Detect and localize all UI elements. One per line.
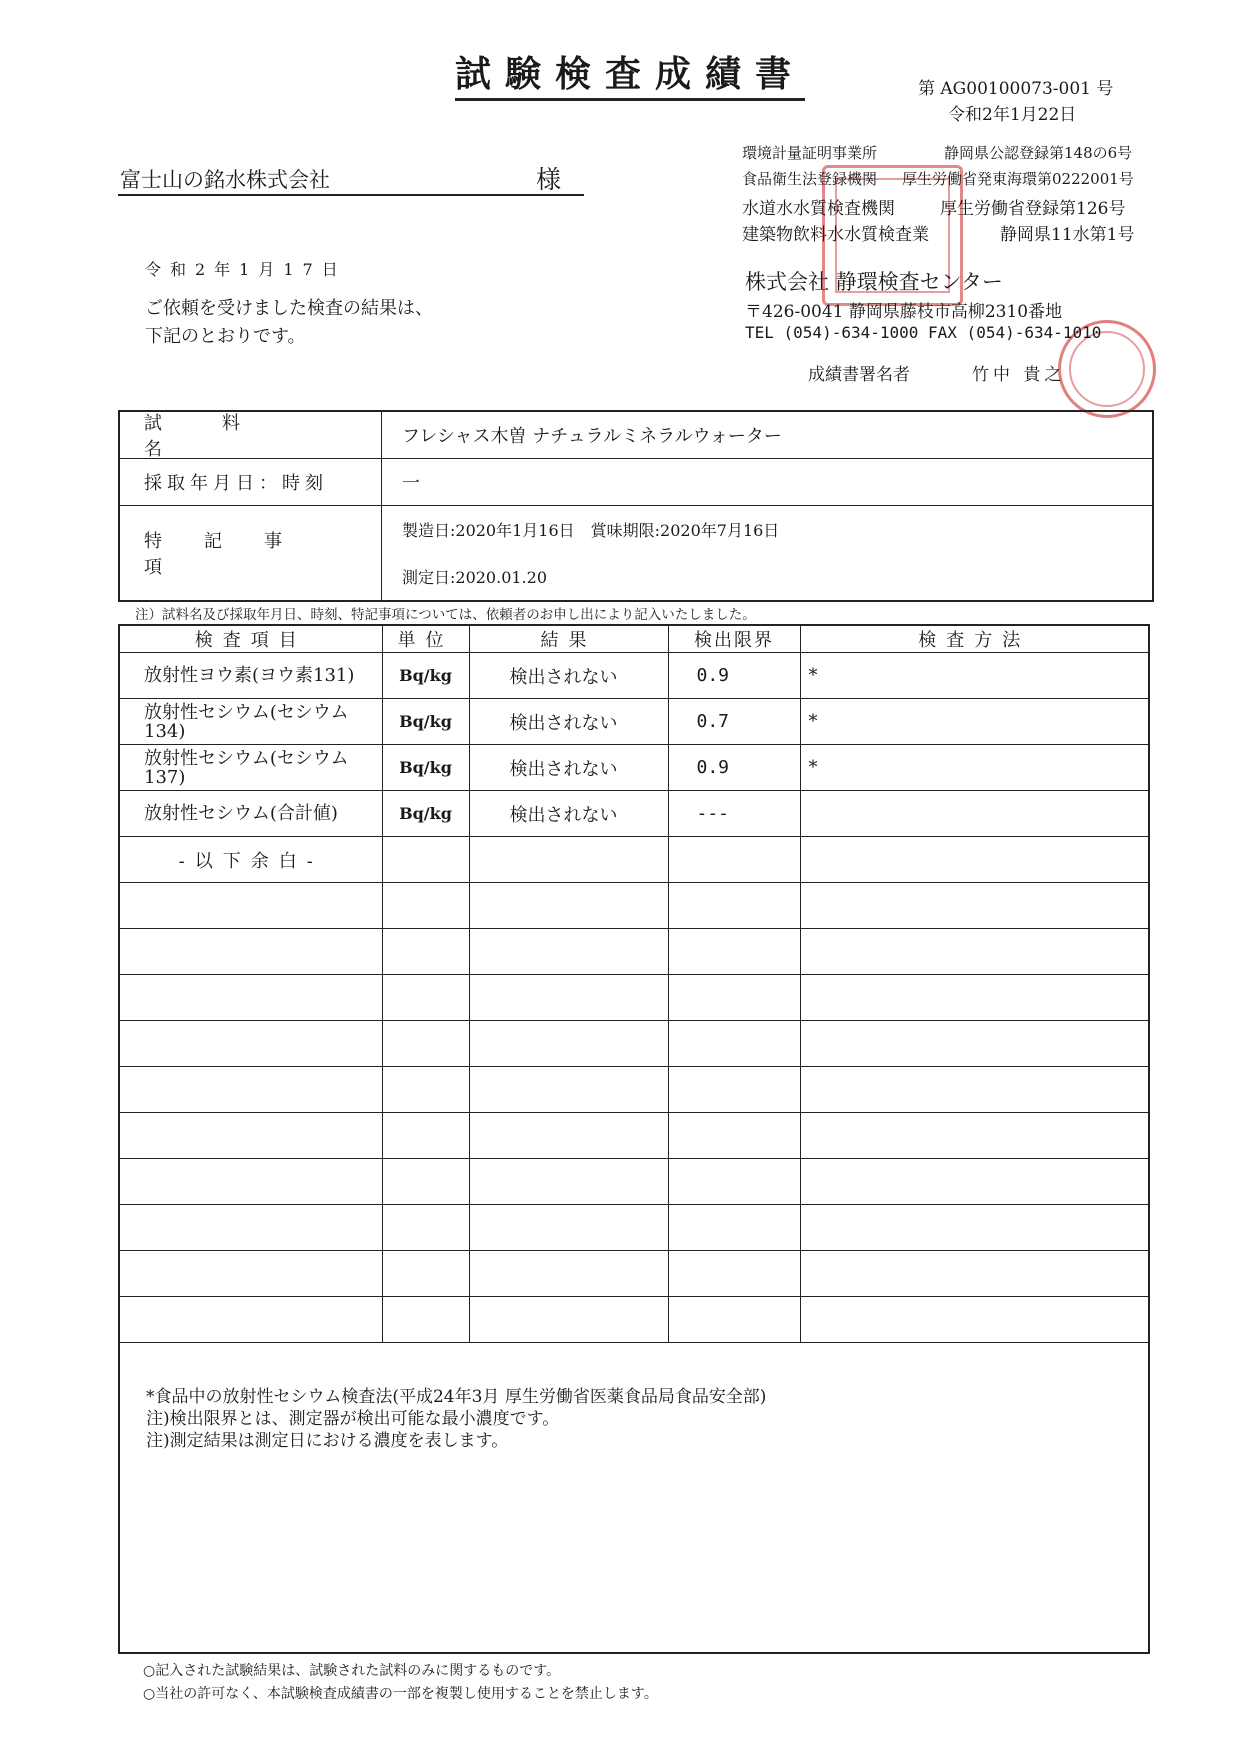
empty-row xyxy=(120,1113,1148,1159)
limit-cell: --- xyxy=(668,791,800,837)
registration-label-1: 環境計量証明事業所 xyxy=(742,144,878,162)
unit-cell: Bq/kg xyxy=(382,791,469,837)
empty-row xyxy=(120,1251,1148,1297)
footnote-2: 注)検出限界とは、測定器が検出可能な最小濃度です。 xyxy=(146,1409,560,1429)
document-date: 令和2年1月22日 xyxy=(948,105,1077,125)
table-row xyxy=(120,699,1148,745)
registration-value-4: 静岡県11水第1号 xyxy=(1000,225,1135,245)
remarks-value xyxy=(382,506,1152,600)
document-title: 試験検査成績書 xyxy=(455,52,805,101)
signer-name: 竹中 貴之 xyxy=(972,365,1066,385)
item-cell: 放射性ヨウ素(ヨウ素131) xyxy=(120,653,382,699)
sample-name-value: フレシャス木曽 ナチュラルミネラルウォーター xyxy=(402,426,782,447)
results-header-row xyxy=(120,626,1148,653)
limit-cell: 0.9 xyxy=(668,653,800,699)
table-row xyxy=(120,653,1148,699)
result-cell: 検出されない xyxy=(469,791,668,837)
remarks-row xyxy=(120,506,1152,600)
footnote-3: 注)測定結果は測定日における濃度を表します。 xyxy=(146,1431,509,1451)
sample-info-table xyxy=(118,410,1154,602)
end-marker: -以下余白- xyxy=(120,837,382,883)
table-row xyxy=(120,745,1148,791)
issuer-phone-fax: TEL (054)-634-1000 FAX (054)-634-1010 xyxy=(745,323,1102,342)
sample-name-label: 試料名 xyxy=(120,412,382,458)
sampling-date-row xyxy=(120,459,1152,506)
header-item: 検査項目 xyxy=(120,626,382,653)
issuer-company: 株式会社 静環検査センター xyxy=(745,270,1003,294)
registration-value-3: 厚生労働省登録第126号 xyxy=(940,199,1126,219)
remarks-line-2: 測定日:2020.01.20 xyxy=(402,568,548,587)
sampling-date-value: 一 xyxy=(402,473,420,494)
empty-row xyxy=(120,883,1148,929)
item-cell: 放射性セシウム(セシウム137) xyxy=(120,745,382,791)
remarks-label: 特記事項 xyxy=(120,506,382,600)
method-cell xyxy=(800,791,1148,837)
empty-row xyxy=(120,1297,1148,1343)
end-marker-row xyxy=(120,837,1148,883)
result-cell: 検出されない xyxy=(469,745,668,791)
header-limit: 検出限界 xyxy=(668,626,800,653)
sample-name-row xyxy=(120,412,1152,459)
header-result: 結果 xyxy=(469,626,668,653)
empty-row xyxy=(120,1067,1148,1113)
header-unit: 単位 xyxy=(382,626,469,653)
remarks-line-1: 製造日:2020年1月16日 賞味期限:2020年7月16日 xyxy=(402,521,780,540)
results-footnotes xyxy=(146,1386,766,1452)
result-cell: 検出されない xyxy=(469,699,668,745)
request-date: 令和2年1月17日 xyxy=(145,260,347,279)
client-name: 富士山の銘水株式会社 xyxy=(120,168,330,192)
signer-label: 成績書署名者 xyxy=(808,365,910,385)
sampling-date-label: 採取年月日：時刻 xyxy=(120,459,382,505)
item-cell: 放射性セシウム(合計値) xyxy=(120,791,382,837)
results-table xyxy=(118,624,1150,1654)
registration-label-2: 食品衛生法登録機関 xyxy=(742,170,878,188)
method-cell: * xyxy=(800,653,1148,699)
empty-row xyxy=(120,975,1148,1021)
empty-row xyxy=(120,1159,1148,1205)
client-honorific: 様 xyxy=(536,165,562,194)
registration-label-4: 建築物飲料水水質検査業 xyxy=(742,225,929,245)
sample-info-note: 注）試料名及び採取年月日、時刻、特記事項については、依頼者のお申し出により記入いたしました。 xyxy=(135,607,756,623)
registration-value-2: 厚生労働省発東海環第0222001号 xyxy=(902,170,1134,188)
method-cell: * xyxy=(800,699,1148,745)
unit-cell: Bq/kg xyxy=(382,699,469,745)
empty-row xyxy=(120,1021,1148,1067)
limit-cell: 0.9 xyxy=(668,745,800,791)
unit-cell: Bq/kg xyxy=(382,745,469,791)
item-cell: 放射性セシウム(セシウム134) xyxy=(120,699,382,745)
bottom-note-2: ○当社の許可なく、本試験検査成績書の一部を複製し使用することを禁止します。 xyxy=(143,1686,658,1702)
intro-line-2: 下記のとおりです。 xyxy=(145,326,306,347)
header-method: 検査方法 xyxy=(800,626,1148,653)
bottom-note-1: ○記入された試験結果は、試験された試料のみに関するものです。 xyxy=(143,1663,561,1679)
empty-row xyxy=(120,1205,1148,1251)
footnote-1: *食品中の放射性セシウム検査法(平成24年3月 厚生労働省医薬食品局食品安全部) xyxy=(146,1387,767,1407)
issuer-address: 〒426-0041 静岡県藤枝市高柳2310番地 xyxy=(745,302,1063,322)
method-cell: * xyxy=(800,745,1148,791)
limit-cell: 0.7 xyxy=(668,699,800,745)
registration-value-1: 静岡県公認登録第148の6号 xyxy=(944,144,1133,162)
result-cell: 検出されない xyxy=(469,653,668,699)
document-number: 第 AG00100073-001 号 xyxy=(918,79,1114,99)
table-row xyxy=(120,791,1148,837)
unit-cell: Bq/kg xyxy=(382,653,469,699)
intro-line-1: ご依頼を受けました検査の結果は、 xyxy=(145,298,433,319)
empty-row xyxy=(120,929,1148,975)
registration-label-3: 水道水水質検査機関 xyxy=(742,199,895,219)
